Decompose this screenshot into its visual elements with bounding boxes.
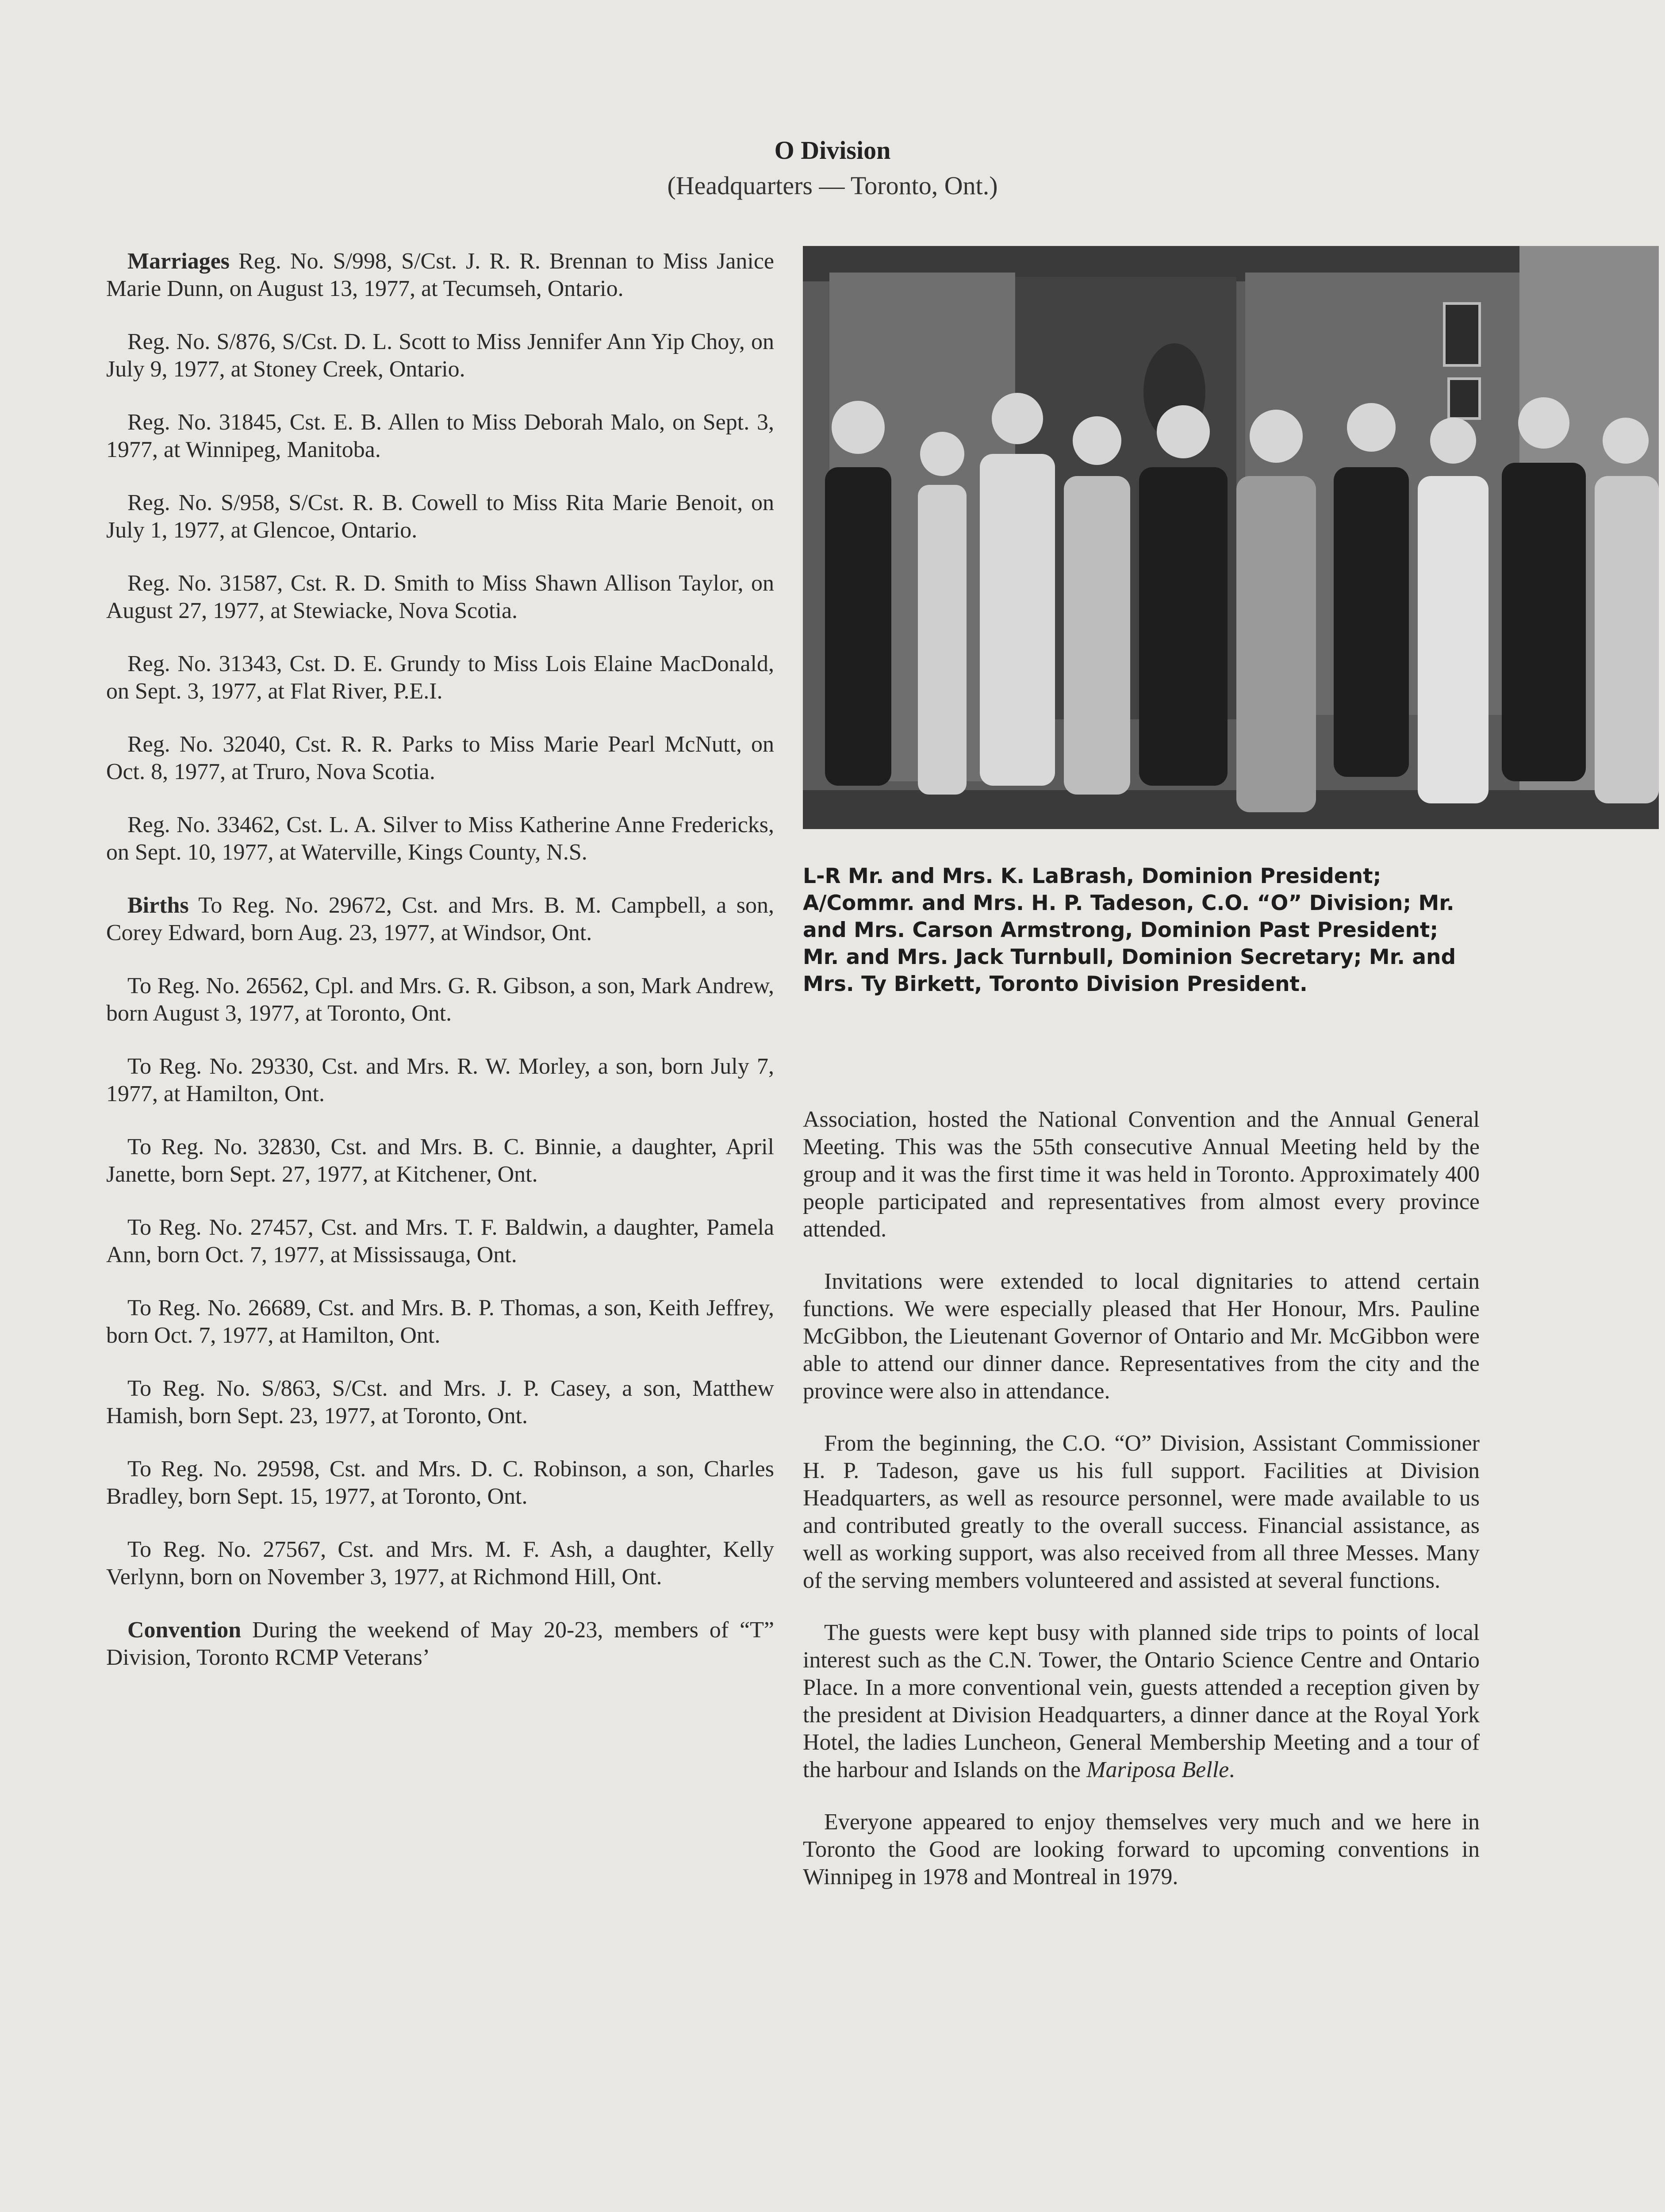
group-photo-illustration <box>803 246 1659 829</box>
article-paragraph: Invitations were extended to local dignitaries to attend certain functions. We were especially pleased that Her Honour, Mrs. Pauline McGibbon, the Lieutenant Governor of Ontario and Mr. McGibbon were able to attend our dinner dance. Representatives from the city and the province were also in attendance. <box>803 1269 1480 1404</box>
birth-entry: Births To Reg. No. 29672, Cst. and Mrs. B. M. Campbell, a son, Corey Edward, born Aug. 23, 1977, at Windsor, Ont. <box>106 893 775 945</box>
birth-entry: To Reg. No. 27457, Cst. and Mrs. T. F. Baldwin, a daughter, Pamela Ann, born Oct. 7, 1977, at Mississauga, Ont. <box>106 1215 774 1267</box>
birth-entry: To Reg. No. 27567, Cst. and Mrs. M. F. Ash, a daughter, Kelly Verlynn, born on November 3, 1977, at Richmond Hill, Ont. <box>106 1537 774 1590</box>
vessel-name: Mariposa Belle <box>1086 1757 1229 1782</box>
marriage-entry: Reg. No. 31587, Cst. R. D. Smith to Miss Shawn Allison Taylor, on August 27, 1977, at Stewiacke, Nova Scotia. <box>106 571 774 623</box>
births-heading: Births <box>127 893 189 918</box>
marriage-entry: Reg. No. 33462, Cst. L. A. Silver to Miss Katherine Anne Fredericks, on Sept. 10, 1977, at Waterville, Kings County, N.S. <box>106 812 774 865</box>
marriage-entry: Reg. No. 31343, Cst. D. E. Grundy to Miss Lois Elaine MacDonald, on Sept. 3, 1977, at Flat River, P.E.I. <box>106 651 774 704</box>
group-photo <box>803 246 1659 829</box>
marriage-entry: Reg. No. S/958, S/Cst. R. B. Cowell to Miss Rita Marie Benoit, on July 1, 1977, at Glencoe, Ontario. <box>106 490 774 543</box>
photo-caption: L-R Mr. and Mrs. K. LaBrash, Dominion President; A/Commr. and Mrs. H. P. Tadeson, C.O. “O” Division; Mr. and Mrs. Carson Armstrong, Dominion Past President; Mr. and Mrs. Jack Turnbull, Dominion Secretary; Mr. and Mrs. Ty Birkett, Toronto Division President. <box>803 864 1456 996</box>
left-column <box>106 248 774 1697</box>
division-subtitle: (Headquarters — Toronto, Ont.) <box>667 171 998 200</box>
birth-entry: To Reg. No. 26562, Cpl. and Mrs. G. R. Gibson, a son, Mark Andrew, born August 3, 1977, at Toronto, Ont. <box>106 973 774 1026</box>
division-title: O Division <box>774 136 891 165</box>
article-paragraph: The guests were kept busy with planned side trips to points of local interest such as the C.N. Tower, the Ontario Science Centre and Ontario Place. In a more conventional vein, guests attended a reception given by the president at Division Headquarters, a dinner dance at the Royal York Hotel, the ladies Luncheon, General Membership Meeting and a tour of the harbour and Islands on the Mariposa Belle. <box>803 1620 1480 1782</box>
birth-entry: To Reg. No. S/863, S/Cst. and Mrs. J. P. Casey, a son, Matthew Hamish, born Sept. 23, 1977, at Toronto, Ont. <box>106 1376 774 1429</box>
article-paragraph: Everyone appeared to enjoy themselves very much and we here in Toronto the Good are looking forward to upcoming conventions in Winnipeg in 1978 and Montreal in 1979. <box>803 1809 1480 1889</box>
article-paragraph: Association, hosted the National Convention and the Annual General Meeting. This was the 55th consecutive Annual Meeting held by the group and it was the first time it was held in Toronto. Approximately 400 people participated and representatives from almost every province attended. <box>803 1107 1480 1242</box>
birth-entry: To Reg. No. 29598, Cst. and Mrs. D. C. Robinson, a son, Charles Bradley, born Sept. 15, 1977, at Toronto, Ont. <box>106 1456 774 1509</box>
birth-entry: To Reg. No. 26689, Cst. and Mrs. B. P. Thomas, a son, Keith Jeffrey, born Oct. 7, 1977, at Hamilton, Ont. <box>106 1295 774 1348</box>
article-paragraph: From the beginning, the C.O. “O” Division, Assistant Commissioner H. P. Tadeson, gave us his full support. Facilities at Division Headquarters, as well as resource personnel, were made available to us and contributed greatly to the overall success. Financial assistance, as well as working support, was also received from all three Messes. Many of the serving members volunteered and assisted at several functions. <box>803 1431 1480 1593</box>
right-column <box>803 1106 1480 1916</box>
marriages-heading: Marriages <box>127 249 230 274</box>
marriage-entry: Marriages Reg. No. S/998, S/Cst. J. R. R. Brennan to Miss Janice Marie Dunn, on August 13, 1977, at Tecumseh, Ontario. <box>106 249 775 301</box>
birth-entry: To Reg. No. 29330, Cst. and Mrs. R. W. Morley, a son, born July 7, 1977, at Hamilton, Ont. <box>106 1054 774 1106</box>
marriage-entry: Reg. No. S/876, S/Cst. D. L. Scott to Miss Jennifer Ann Yip Choy, on July 9, 1977, at Stoney Creek, Ontario. <box>106 329 774 382</box>
convention-heading: Convention <box>127 1617 242 1643</box>
marriage-entry: Reg. No. 31845, Cst. E. B. Allen to Miss Deborah Malo, on Sept. 3, 1977, at Winnipeg, Manitoba. <box>106 410 774 462</box>
convention-paragraph: Convention During the weekend of May 20-23, members of “T” Division, Toronto RCMP Veterans’ <box>106 1617 774 1670</box>
marriage-entry: Reg. No. 32040, Cst. R. R. Parks to Miss Marie Pearl McNutt, on Oct. 8, 1977, at Truro, Nova Scotia. <box>106 732 774 784</box>
birth-entry: To Reg. No. 32830, Cst. and Mrs. B. C. Binnie, a daughter, April Janette, born Sept. 27, 1977, at Kitchener, Ont. <box>106 1134 774 1187</box>
section-header <box>0 133 1665 204</box>
